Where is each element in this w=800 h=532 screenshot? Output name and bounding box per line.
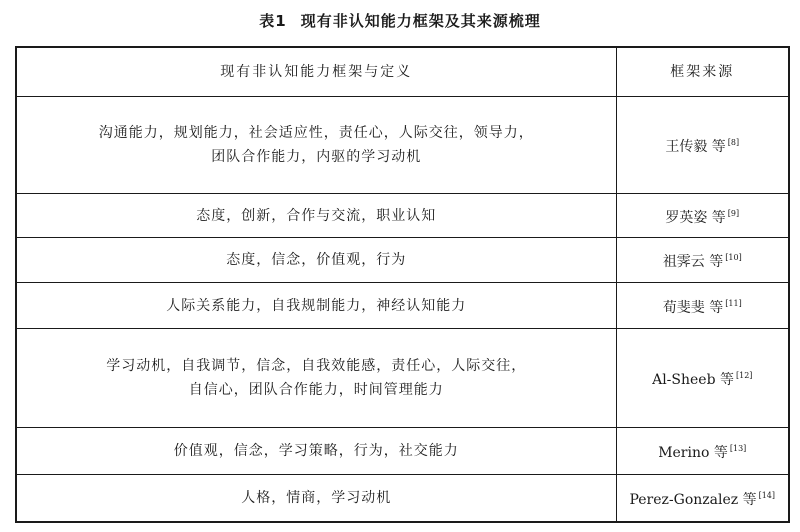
source-author: 王传毅 等 (665, 139, 726, 155)
table-row (16, 194, 789, 238)
table-row (16, 97, 789, 194)
definition-cell (16, 329, 616, 428)
header-row (16, 47, 789, 97)
table-number: 表1 (259, 12, 287, 30)
table-row (16, 282, 789, 328)
reference-number: [9] (727, 208, 740, 218)
table-title: 现有非认知能力框架及其来源梳理 (300, 12, 541, 30)
definition-line: 沟通能力，规划能力，社会适应性，责任心，人际交往，领导力， (98, 125, 534, 141)
header-source: 框架来源 (616, 47, 789, 97)
source-author: Perez-Gonzalez 等 (629, 491, 757, 508)
source-cell (616, 329, 789, 428)
definition-line: 团队合作能力，内驱的学习动机 (211, 149, 422, 165)
table-row (16, 474, 789, 522)
source-cell (616, 194, 789, 238)
definition-cell (16, 238, 616, 282)
source-cell (616, 282, 789, 328)
table-caption (0, 10, 800, 31)
definition-cell (16, 474, 616, 522)
source-cell (616, 474, 789, 522)
definition-cell (16, 194, 616, 238)
framework-table (15, 46, 790, 523)
definition-line: 自信心，团队合作能力，时间管理能力 (188, 382, 444, 399)
definition-cell (16, 97, 616, 194)
reference-number: [14] (758, 490, 776, 500)
reference-number: [10] (725, 253, 742, 263)
reference-number: [8] (727, 138, 740, 147)
table-row (16, 428, 789, 474)
definition-line: 态度，信念，价值观，行为 (226, 252, 407, 269)
definition-cell (16, 428, 616, 474)
source-cell (616, 97, 789, 194)
source-author: 祖霁云 等 (662, 254, 724, 271)
source-author: Al-Sheeb 等 (652, 372, 734, 389)
definition-line: 人格，情商，学习动机 (241, 489, 392, 506)
definition-cell (16, 282, 616, 328)
definition-line: 人际关系能力，自我规制能力，神经认知能力 (166, 297, 467, 314)
reference-number: [12] (736, 371, 753, 381)
source-author: 罗英姿 等 (665, 209, 726, 226)
source-author: 荀斐斐 等 (662, 299, 724, 316)
header-definition: 现有非认知能力框架与定义 (16, 47, 616, 97)
table-row (16, 238, 789, 282)
source-cell (616, 238, 789, 282)
reference-number: [11] (725, 298, 742, 308)
source-cell (616, 428, 789, 474)
table-row (16, 329, 789, 428)
definition-line: 态度，创新，合作与交流，职业认知 (196, 207, 437, 224)
definition-line: 价值观，信念，学习策略，行为，社交能力 (173, 443, 459, 460)
source-author: Merino 等 (658, 445, 728, 462)
definition-line: 学习动机，自我调节，信念，自我效能感，责任心，人际交往， (106, 358, 527, 375)
reference-number: [13] (729, 444, 747, 454)
